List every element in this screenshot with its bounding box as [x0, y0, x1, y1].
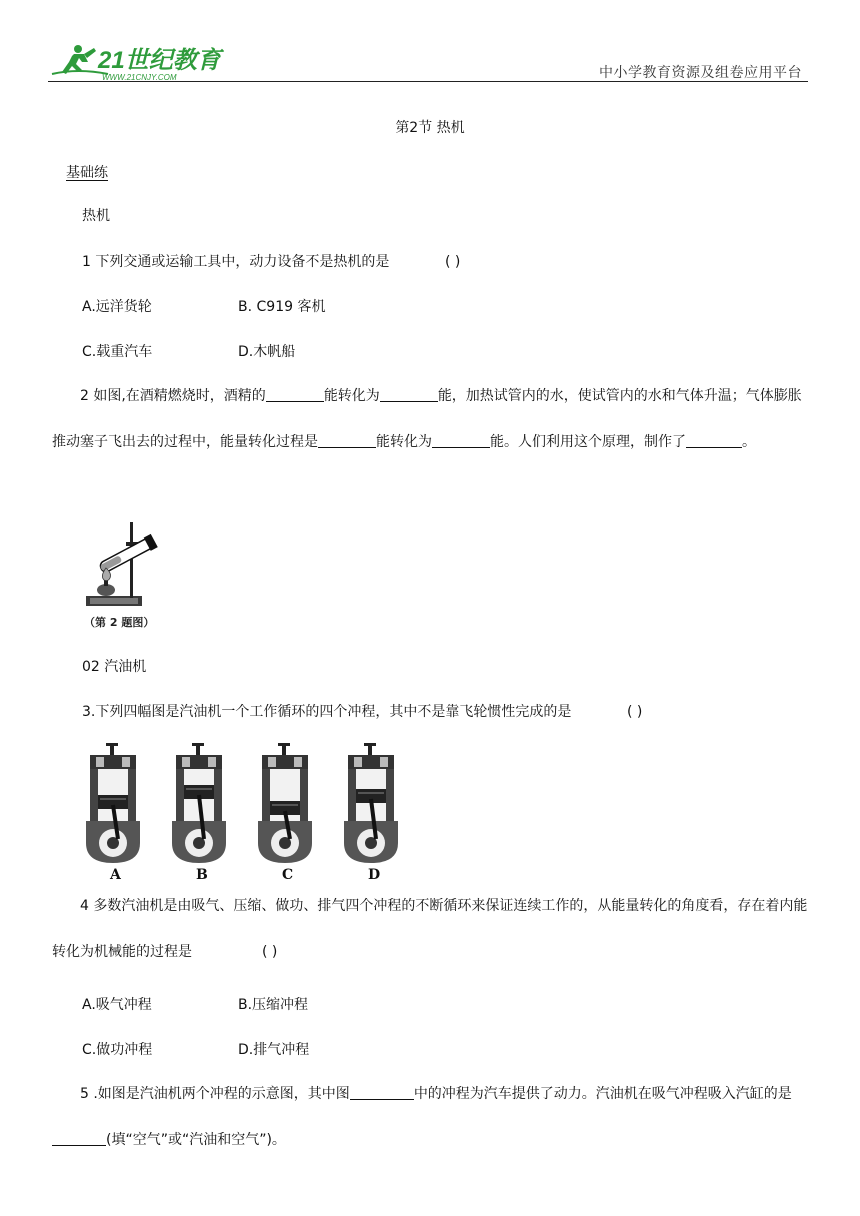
question-2-figure [84, 518, 164, 629]
page-title: 第2节 热机 [395, 120, 465, 136]
engine-label-b: B [196, 867, 208, 883]
topic-heading-gasoline-engine: 02 汽油机 [82, 659, 147, 675]
question-3-figure [82, 743, 412, 883]
topic-heading-heat-engine: 热机 [82, 208, 110, 224]
question-4-stem: 4 多数汽油机是由吸气、压缩、做功、排气四个冲程的不断循环来保证连续工作的，从能量转化的角度看，存在着内能转化为机械能的过程是 [52, 898, 808, 960]
answer-blank[interactable] [350, 1085, 414, 1100]
question-2-text [52, 373, 812, 465]
question-4-text [52, 883, 812, 975]
engine-diagram-c [258, 743, 312, 883]
answer-blank[interactable] [318, 433, 376, 448]
question-1-option-c: C.载重汽车 [82, 344, 153, 360]
question-4-option-b: B.压缩冲程 [238, 997, 309, 1013]
platform-name: 中小学教育资源及组卷应用平台 [599, 65, 802, 81]
question-4-option-d: D.排气冲程 [238, 1042, 310, 1058]
question-5-part-1: 5 .如图是汽油机两个冲程的示意图，其中图 [80, 1086, 350, 1102]
section-heading: 基础练 [66, 165, 108, 181]
answer-blank[interactable] [380, 387, 438, 402]
question-1-option-b: B. C919 客机 [238, 299, 326, 315]
question-1-answer-paren: ( ) [445, 254, 461, 270]
question-5-part-3: (填“空气”或“汽油和空气”)。 [106, 1132, 286, 1148]
question-1-option-a: A.远洋货轮 [82, 299, 152, 315]
engine-diagram-a [86, 743, 140, 883]
question-5-part-2: 中的冲程为汽车提供了动力。汽油机在吸气冲程吸入汽缸的是 [413, 1086, 792, 1102]
question-2-part-5: 能。人们利用这个原理，制作了 [490, 434, 686, 450]
question-1-stem: 1 下列交通或运输工具中，动力设备不是热机的是 [82, 254, 390, 270]
question-3-answer-paren: ( ) [627, 704, 643, 720]
header-divider [48, 81, 808, 82]
question-4-option-a: A.吸气冲程 [82, 997, 152, 1013]
question-2-part-3: 能，加热试管内的水，使试管内的水和气体升温；气体膨胀推动塞子飞出去的过程中，能量转化过程是 [52, 388, 802, 450]
question-4-answer-paren: ( ) [262, 944, 278, 960]
engine-label-d: D [368, 867, 381, 883]
question-4-option-c: C.做功冲程 [82, 1042, 153, 1058]
engine-label-c: C [282, 867, 294, 883]
answer-blank[interactable] [266, 387, 324, 402]
question-3-stem: 3.下列四幅图是汽油机一个工作循环的四个冲程，其中不是靠飞轮惯性完成的是 [82, 704, 572, 720]
answer-blank[interactable] [432, 433, 490, 448]
engine-diagram-b [172, 743, 226, 883]
question-2-part-4: 能转化为 [376, 434, 432, 450]
question-2-part-6: 。 [742, 434, 756, 450]
question-5-text [52, 1071, 812, 1163]
question-2-figure-caption: （第 2 题图） [84, 616, 155, 629]
answer-blank[interactable] [686, 433, 742, 448]
logo-url: WWW.21CNJY.COM [102, 73, 177, 82]
site-logo [48, 40, 228, 84]
question-1-option-d: D.木帆船 [238, 344, 296, 360]
logo-text: 21世纪教育 [98, 47, 221, 74]
engine-diagram-d [344, 743, 398, 883]
question-2-part-1: 2 如图,在酒精燃烧时，酒精的 [80, 388, 266, 404]
engine-label-a: A [110, 867, 121, 883]
question-2-part-2: 能转化为 [323, 388, 380, 404]
answer-blank[interactable] [52, 1131, 106, 1146]
